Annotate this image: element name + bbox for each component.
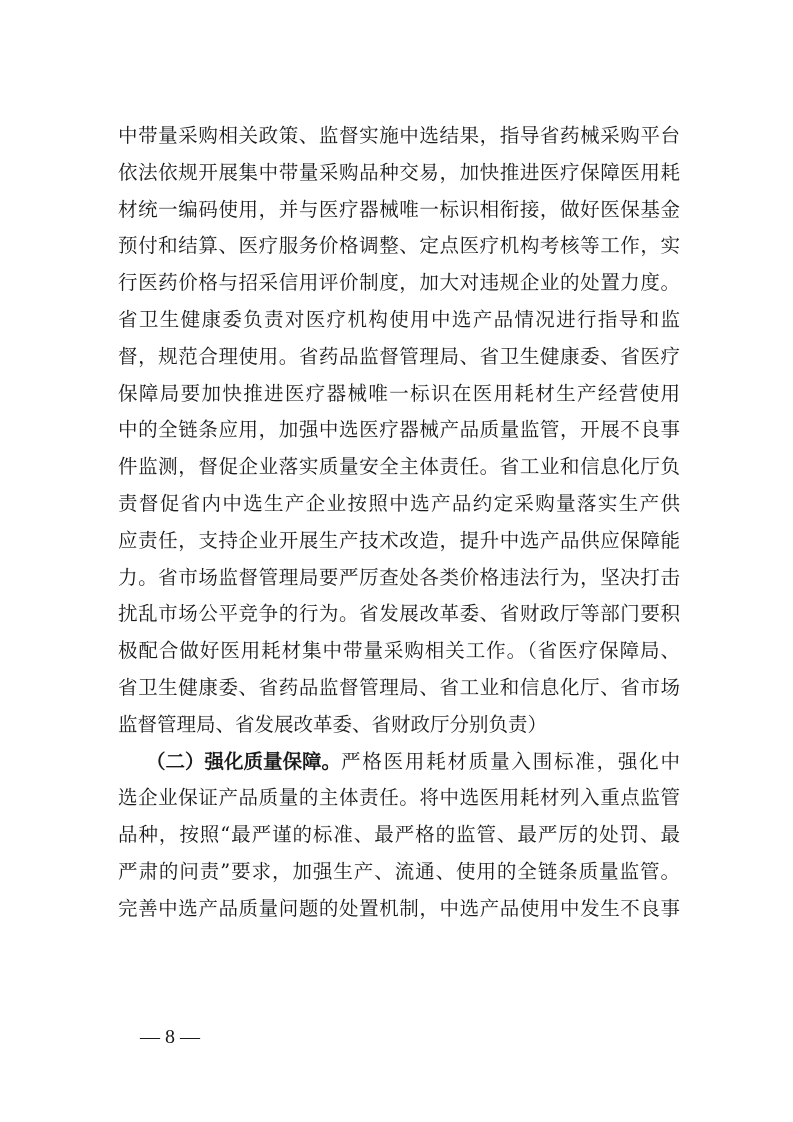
text-line: 件监测，督促企业落实质量安全主体责任。省工业和信息化厅负 xyxy=(118,455,680,479)
text-line: 保障局要加快推进医疗器械唯一标识在医用耗材生产经营使用 xyxy=(118,381,680,405)
text-line: 完善中选产品质量问题的处置机制，中选产品使用中发生不良事 xyxy=(118,896,680,920)
text-line: 行医药价格与招采信用评价制度，加大对违规企业的处置力度。 xyxy=(118,271,680,295)
text-line: 督，规范合理使用。省药品监督管理局、省卫生健康委、省医疗 xyxy=(118,344,680,368)
text-line: 选企业保证产品质量的主体责任。将中选医用耗材列入重点监管 xyxy=(118,786,680,810)
body-text xyxy=(118,118,680,928)
text-line: 材统一编码使用，并与医疗器械唯一标识相衔接，做好医保基金 xyxy=(118,197,680,221)
text-line: 监督管理局、省发展改革委、省财政厅分别负责） xyxy=(118,712,548,736)
heading-line-rest: 严格医用耗材质量入围标准，强化中 xyxy=(341,749,680,773)
text-line: 中的全链条应用，加强中选医疗器械产品质量监管，开展不良事 xyxy=(118,418,680,442)
text-line: 责督促省内中选生产企业按照中选产品约定采购量落实生产供 xyxy=(118,491,680,515)
section-heading-line xyxy=(118,744,680,781)
text-line: 力。省市场监督管理局要严厉查处各类价格违法行为，坚决打击 xyxy=(118,565,680,589)
text-line: 品种，按照“最严谨的标准、最严格的监管、最严厉的处罚、最 xyxy=(118,823,680,847)
text-line: 省卫生健康委负责对医疗机构使用中选产品情况进行指导和监 xyxy=(118,307,680,331)
text-line: 扰乱市场公平竞争的行为。省发展改革委、省财政厅等部门要积 xyxy=(118,602,680,626)
text-line: 应责任，支持企业开展生产技术改造，提升中选产品供应保障能 xyxy=(118,528,680,552)
text-line: 严肃的问责”要求，加强生产、流通、使用的全链条质量监管。 xyxy=(118,859,680,883)
text-line: 预付和结算、医疗服务价格调整、定点医疗机构考核等工作，实 xyxy=(118,234,680,258)
text-line: 省卫生健康委、省药品监督管理局、省工业和信息化厅、省市场 xyxy=(118,675,680,699)
text-line: 依法依规开展集中带量采购品种交易，加快推进医疗保障医用耗 xyxy=(118,160,680,184)
text-line: 中带量采购相关政策、监督实施中选结果，指导省药械采购平台 xyxy=(118,124,680,147)
page-number: — 8 — xyxy=(140,1026,200,1048)
section-heading: （二）强化质量保障。 xyxy=(146,749,342,773)
text-line: 极配合做好医用耗材集中带量采购相关工作。（省医疗保障局、 xyxy=(118,639,680,663)
